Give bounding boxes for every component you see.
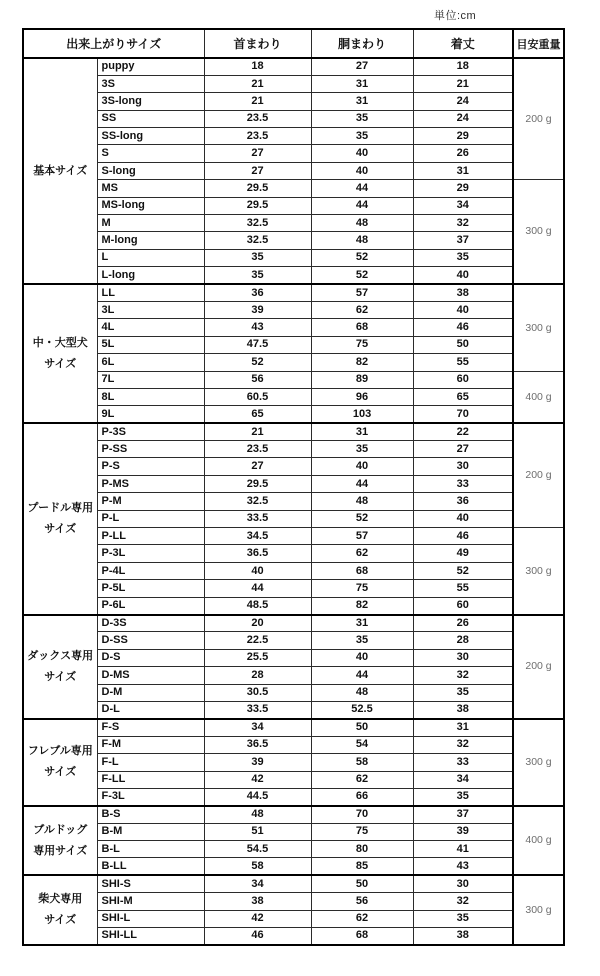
- group-label: 基本サイズ: [23, 58, 97, 284]
- neck-cell: 21: [204, 75, 311, 92]
- neck-cell: 23.5: [204, 128, 311, 145]
- chest-cell: 85: [311, 858, 413, 875]
- table-row: [23, 458, 564, 475]
- chest-cell: 66: [311, 788, 413, 805]
- weight-cell: 300 g: [513, 719, 564, 806]
- neck-cell: 20: [204, 615, 311, 632]
- length-cell: 18: [413, 58, 513, 75]
- neck-cell: 36.5: [204, 545, 311, 562]
- length-cell: 40: [413, 510, 513, 527]
- chest-cell: 31: [311, 423, 413, 440]
- chest-cell: 52: [311, 267, 413, 284]
- table-row: [23, 301, 564, 318]
- header-finished-size: 出来上がりサイズ: [23, 29, 204, 58]
- weight-cell: 200 g: [513, 58, 564, 180]
- size-name-cell: M-long: [97, 232, 204, 249]
- table-row: [23, 528, 564, 545]
- chest-cell: 50: [311, 875, 413, 892]
- length-cell: 46: [413, 319, 513, 336]
- chest-cell: 62: [311, 771, 413, 788]
- chest-cell: 44: [311, 475, 413, 492]
- neck-cell: 33.5: [204, 510, 311, 527]
- length-cell: 55: [413, 580, 513, 597]
- size-name-cell: 9L: [97, 406, 204, 423]
- neck-cell: 52: [204, 354, 311, 371]
- length-cell: 31: [413, 719, 513, 736]
- size-name-cell: P-4L: [97, 562, 204, 579]
- chest-cell: 35: [311, 128, 413, 145]
- chest-cell: 82: [311, 597, 413, 614]
- chest-cell: 62: [311, 910, 413, 927]
- table-row: [23, 649, 564, 666]
- size-name-cell: LL: [97, 284, 204, 301]
- unit-label: 単位:cm: [434, 10, 477, 22]
- chest-cell: 50: [311, 719, 413, 736]
- neck-cell: 27: [204, 162, 311, 179]
- neck-cell: 65: [204, 406, 311, 423]
- chest-cell: 68: [311, 562, 413, 579]
- length-cell: 26: [413, 145, 513, 162]
- group-label: ブルドッグ 専用サイズ: [23, 806, 97, 876]
- size-name-cell: MS-long: [97, 197, 204, 214]
- table-row: [23, 197, 564, 214]
- chest-cell: 54: [311, 736, 413, 753]
- header-length: 着丈: [413, 29, 513, 58]
- length-cell: 30: [413, 458, 513, 475]
- size-name-cell: M: [97, 215, 204, 232]
- length-cell: 50: [413, 336, 513, 353]
- chest-cell: 52: [311, 249, 413, 266]
- length-cell: 29: [413, 180, 513, 197]
- neck-cell: 58: [204, 858, 311, 875]
- weight-cell: 400 g: [513, 806, 564, 876]
- length-cell: 24: [413, 110, 513, 127]
- table-row: [23, 441, 564, 458]
- size-name-cell: P-3L: [97, 545, 204, 562]
- length-cell: 36: [413, 493, 513, 510]
- table-row: [23, 510, 564, 527]
- length-cell: 37: [413, 806, 513, 823]
- group-label: 柴犬専用 サイズ: [23, 875, 97, 945]
- neck-cell: 32.5: [204, 493, 311, 510]
- header-neck: 首まわり: [204, 29, 311, 58]
- table-row: [23, 841, 564, 858]
- neck-cell: 34.5: [204, 528, 311, 545]
- table-row: [23, 701, 564, 718]
- table-row: [23, 406, 564, 423]
- chest-cell: 75: [311, 336, 413, 353]
- neck-cell: 30.5: [204, 684, 311, 701]
- table-row: [23, 215, 564, 232]
- chest-cell: 75: [311, 580, 413, 597]
- size-name-cell: SHI-LL: [97, 928, 204, 945]
- chest-cell: 68: [311, 928, 413, 945]
- neck-cell: 36.5: [204, 736, 311, 753]
- length-cell: 40: [413, 267, 513, 284]
- length-cell: 52: [413, 562, 513, 579]
- length-cell: 37: [413, 232, 513, 249]
- size-name-cell: SHI-L: [97, 910, 204, 927]
- chest-cell: 70: [311, 806, 413, 823]
- length-cell: 30: [413, 649, 513, 666]
- neck-cell: 44: [204, 580, 311, 597]
- size-name-cell: 5L: [97, 336, 204, 353]
- neck-cell: 42: [204, 910, 311, 927]
- length-cell: 27: [413, 441, 513, 458]
- chest-cell: 35: [311, 441, 413, 458]
- size-name-cell: MS: [97, 180, 204, 197]
- length-cell: 26: [413, 615, 513, 632]
- neck-cell: 44.5: [204, 788, 311, 805]
- size-name-cell: P-LL: [97, 528, 204, 545]
- chest-cell: 48: [311, 493, 413, 510]
- neck-cell: 32.5: [204, 215, 311, 232]
- table-row: [23, 875, 564, 892]
- table-row: [23, 806, 564, 823]
- neck-cell: 34: [204, 875, 311, 892]
- neck-cell: 33.5: [204, 701, 311, 718]
- size-name-cell: SS-long: [97, 128, 204, 145]
- length-cell: 38: [413, 284, 513, 301]
- chest-cell: 31: [311, 93, 413, 110]
- length-cell: 35: [413, 788, 513, 805]
- neck-cell: 48.5: [204, 597, 311, 614]
- table-row: [23, 423, 564, 440]
- table-row: [23, 284, 564, 301]
- neck-cell: 27: [204, 145, 311, 162]
- length-cell: 32: [413, 215, 513, 232]
- chest-cell: 48: [311, 684, 413, 701]
- size-name-cell: D-M: [97, 684, 204, 701]
- neck-cell: 29.5: [204, 475, 311, 492]
- neck-cell: 56: [204, 371, 311, 388]
- table-row: [23, 75, 564, 92]
- chest-cell: 103: [311, 406, 413, 423]
- length-cell: 60: [413, 371, 513, 388]
- length-cell: 21: [413, 75, 513, 92]
- table-row: [23, 545, 564, 562]
- neck-cell: 32.5: [204, 232, 311, 249]
- table-row: [23, 162, 564, 179]
- length-cell: 39: [413, 823, 513, 840]
- length-cell: 22: [413, 423, 513, 440]
- size-name-cell: P-6L: [97, 597, 204, 614]
- chest-cell: 40: [311, 458, 413, 475]
- table-row: [23, 684, 564, 701]
- size-name-cell: D-3S: [97, 615, 204, 632]
- neck-cell: 46: [204, 928, 311, 945]
- size-name-cell: P-SS: [97, 441, 204, 458]
- table-row: [23, 145, 564, 162]
- table-row: [23, 354, 564, 371]
- size-name-cell: S: [97, 145, 204, 162]
- neck-cell: 54.5: [204, 841, 311, 858]
- size-name-cell: 8L: [97, 388, 204, 405]
- size-name-cell: F-3L: [97, 788, 204, 805]
- size-name-cell: B-M: [97, 823, 204, 840]
- size-name-cell: P-3S: [97, 423, 204, 440]
- group-label: ダックス専用 サイズ: [23, 615, 97, 719]
- size-name-cell: SHI-S: [97, 875, 204, 892]
- chest-cell: 52.5: [311, 701, 413, 718]
- size-name-cell: F-L: [97, 754, 204, 771]
- table-row: [23, 319, 564, 336]
- chest-cell: 40: [311, 162, 413, 179]
- chest-cell: 40: [311, 145, 413, 162]
- chest-cell: 31: [311, 615, 413, 632]
- size-name-cell: D-S: [97, 649, 204, 666]
- table-row: [23, 597, 564, 614]
- chest-cell: 52: [311, 510, 413, 527]
- weight-cell: 300 g: [513, 875, 564, 945]
- weight-cell: 400 g: [513, 371, 564, 423]
- table-row: [23, 615, 564, 632]
- neck-cell: 21: [204, 93, 311, 110]
- length-cell: 31: [413, 162, 513, 179]
- table-row: [23, 823, 564, 840]
- chest-cell: 89: [311, 371, 413, 388]
- table-row: [23, 771, 564, 788]
- neck-cell: 42: [204, 771, 311, 788]
- neck-cell: 36: [204, 284, 311, 301]
- chest-cell: 62: [311, 545, 413, 562]
- table-row: [23, 110, 564, 127]
- size-name-cell: 7L: [97, 371, 204, 388]
- length-cell: 30: [413, 875, 513, 892]
- size-name-cell: L: [97, 249, 204, 266]
- table-row: [23, 736, 564, 753]
- length-cell: 43: [413, 858, 513, 875]
- size-name-cell: L-long: [97, 267, 204, 284]
- length-cell: 34: [413, 197, 513, 214]
- neck-cell: 51: [204, 823, 311, 840]
- chest-cell: 48: [311, 215, 413, 232]
- size-name-cell: D-SS: [97, 632, 204, 649]
- length-cell: 33: [413, 754, 513, 771]
- chest-cell: 48: [311, 232, 413, 249]
- neck-cell: 39: [204, 301, 311, 318]
- table-row: [23, 232, 564, 249]
- length-cell: 55: [413, 354, 513, 371]
- neck-cell: 23.5: [204, 441, 311, 458]
- weight-cell: 200 g: [513, 615, 564, 719]
- size-name-cell: 4L: [97, 319, 204, 336]
- table-header: [23, 29, 564, 58]
- table-row: [23, 788, 564, 805]
- size-name-cell: B-L: [97, 841, 204, 858]
- size-name-cell: P-5L: [97, 580, 204, 597]
- neck-cell: 35: [204, 267, 311, 284]
- length-cell: 35: [413, 684, 513, 701]
- table-row: [23, 336, 564, 353]
- length-cell: 35: [413, 249, 513, 266]
- length-cell: 33: [413, 475, 513, 492]
- size-name-cell: F-S: [97, 719, 204, 736]
- table-row: [23, 667, 564, 684]
- chest-cell: 62: [311, 301, 413, 318]
- length-cell: 24: [413, 93, 513, 110]
- weight-cell: 200 g: [513, 423, 564, 527]
- neck-cell: 47.5: [204, 336, 311, 353]
- table-row: [23, 632, 564, 649]
- table-row: [23, 180, 564, 197]
- length-cell: 32: [413, 736, 513, 753]
- neck-cell: 22.5: [204, 632, 311, 649]
- neck-cell: 18: [204, 58, 311, 75]
- table-row: [23, 388, 564, 405]
- neck-cell: 38: [204, 893, 311, 910]
- size-name-cell: B-S: [97, 806, 204, 823]
- size-name-cell: P-M: [97, 493, 204, 510]
- chest-cell: 57: [311, 284, 413, 301]
- neck-cell: 60.5: [204, 388, 311, 405]
- size-name-cell: B-LL: [97, 858, 204, 875]
- weight-cell: 300 g: [513, 284, 564, 371]
- table-row: [23, 58, 564, 75]
- chest-cell: 58: [311, 754, 413, 771]
- size-name-cell: 3S: [97, 75, 204, 92]
- length-cell: 70: [413, 406, 513, 423]
- length-cell: 32: [413, 893, 513, 910]
- length-cell: 28: [413, 632, 513, 649]
- size-name-cell: 6L: [97, 354, 204, 371]
- size-name-cell: 3L: [97, 301, 204, 318]
- table-row: [23, 562, 564, 579]
- table-row: [23, 475, 564, 492]
- neck-cell: 34: [204, 719, 311, 736]
- chest-cell: 44: [311, 197, 413, 214]
- table-body: [23, 58, 564, 945]
- table-row: [23, 928, 564, 945]
- neck-cell: 29.5: [204, 197, 311, 214]
- chest-cell: 44: [311, 180, 413, 197]
- chest-cell: 75: [311, 823, 413, 840]
- table-row: [23, 371, 564, 388]
- neck-cell: 21: [204, 423, 311, 440]
- size-table: [22, 28, 565, 946]
- table-row: [23, 93, 564, 110]
- length-cell: 32: [413, 667, 513, 684]
- chest-cell: 68: [311, 319, 413, 336]
- neck-cell: 43: [204, 319, 311, 336]
- length-cell: 49: [413, 545, 513, 562]
- chest-cell: 44: [311, 667, 413, 684]
- neck-cell: 35: [204, 249, 311, 266]
- chest-cell: 35: [311, 632, 413, 649]
- table-row: [23, 249, 564, 266]
- size-name-cell: S-long: [97, 162, 204, 179]
- table-row: [23, 858, 564, 875]
- weight-cell: 300 g: [513, 528, 564, 615]
- group-label: プードル専用 サイズ: [23, 423, 97, 614]
- size-name-cell: F-LL: [97, 771, 204, 788]
- size-name-cell: P-S: [97, 458, 204, 475]
- size-name-cell: 3S-long: [97, 93, 204, 110]
- size-name-cell: puppy: [97, 58, 204, 75]
- chest-cell: 57: [311, 528, 413, 545]
- size-name-cell: P-L: [97, 510, 204, 527]
- size-name-cell: D-L: [97, 701, 204, 718]
- table-row: [23, 267, 564, 284]
- group-label: 中・大型犬 サイズ: [23, 284, 97, 423]
- neck-cell: 39: [204, 754, 311, 771]
- neck-cell: 23.5: [204, 110, 311, 127]
- chest-cell: 56: [311, 893, 413, 910]
- table-row: [23, 493, 564, 510]
- length-cell: 40: [413, 301, 513, 318]
- neck-cell: 25.5: [204, 649, 311, 666]
- chest-cell: 35: [311, 110, 413, 127]
- table-row: [23, 910, 564, 927]
- length-cell: 46: [413, 528, 513, 545]
- size-name-cell: SS: [97, 110, 204, 127]
- length-cell: 38: [413, 928, 513, 945]
- table-row: [23, 128, 564, 145]
- length-cell: 29: [413, 128, 513, 145]
- table-row: [23, 754, 564, 771]
- chest-cell: 80: [311, 841, 413, 858]
- table-row: [23, 719, 564, 736]
- table-row: [23, 580, 564, 597]
- neck-cell: 28: [204, 667, 311, 684]
- size-name-cell: SHI-M: [97, 893, 204, 910]
- length-cell: 34: [413, 771, 513, 788]
- size-name-cell: D-MS: [97, 667, 204, 684]
- table-row: [23, 893, 564, 910]
- length-cell: 41: [413, 841, 513, 858]
- length-cell: 65: [413, 388, 513, 405]
- weight-cell: 300 g: [513, 180, 564, 284]
- length-cell: 38: [413, 701, 513, 718]
- chest-cell: 40: [311, 649, 413, 666]
- group-label: フレブル専用 サイズ: [23, 719, 97, 806]
- chest-cell: 82: [311, 354, 413, 371]
- neck-cell: 29.5: [204, 180, 311, 197]
- chest-cell: 31: [311, 75, 413, 92]
- length-cell: 60: [413, 597, 513, 614]
- length-cell: 35: [413, 910, 513, 927]
- chest-cell: 27: [311, 58, 413, 75]
- chest-cell: 96: [311, 388, 413, 405]
- neck-cell: 40: [204, 562, 311, 579]
- size-name-cell: F-M: [97, 736, 204, 753]
- neck-cell: 27: [204, 458, 311, 475]
- header-weight: 目安重量: [513, 29, 564, 58]
- size-name-cell: P-MS: [97, 475, 204, 492]
- neck-cell: 48: [204, 806, 311, 823]
- header-chest: 胴まわり: [311, 29, 413, 58]
